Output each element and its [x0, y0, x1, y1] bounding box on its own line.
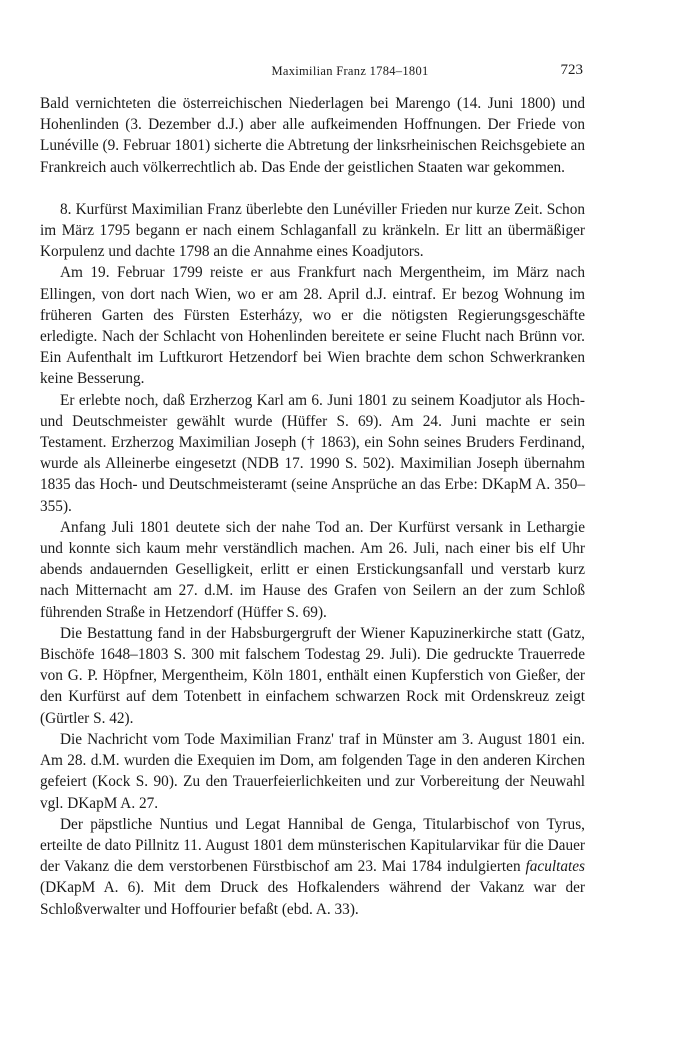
section-gap — [40, 178, 585, 199]
paragraph: Er erlebte noch, daß Erzherzog Karl am 6. Juni 1801 zu seinem Koadjutor als Hoch- und Deutschmeister gewählt wurde (Hüffer S. 69). Am 24. Juni machte er sein Testament. Erzherzog Maximilian Joseph († 1863), ein Sohn seines Bruders Ferdinand, wurde als Alleinerbe eingesetzt (NDB 17. 1990 S. 502). Maximilian Joseph übernahm 1835 das Hoch- und Deutschmeisteramt (seine Ansprüche an das Erbe: DKapM A. 350–355). — [40, 391, 585, 515]
paragraph — [40, 814, 585, 920]
paragraph-text: Der päpstliche Nuntius und Legat Hannibal de Genga, Titularbischof von Tyrus, erteilte de dato Pillnitz 11. August 1801 dem münsterischen Kapitularvikar für die Dauer der Vakanz die dem verstorbenen Fürstbischof am 23. Mai 1784 indulgierten — [40, 815, 585, 876]
paragraph: Die Bestattung fand in der Habsburgergruft der Wiener Kapuzinerkirche statt (Gatz, Bischöfe 1648–1803 S. 300 mit falschem Todestag 29. Juli). Die gedruckte Trauerrede von G. P. Höpfner, Mergentheim, Köln 1801, enthält einen Kupferstich von Gießer, der den Kurfürst auf dem Totenbett in einfachem schwarzen Rock mit Ordenskreuz zeigt (Gürtler S. 42). — [40, 624, 585, 727]
paragraph: Am 19. Februar 1799 reiste er aus Frankfurt nach Mergentheim, im März nach Ellingen, von dort nach Wien, wo er am 28. April d.J. eintraf. Er bezog Wohnung im früheren Garten des Fürsten Esterházy, wo er die nötigsten Regierungsgeschäfte erledigte. Nach der Schlacht von Hohenlinden bereitete er seine Flucht nach Brünn vor. Ein Aufenthalt im Luftkurort Hetzendorf bei Wien brachte dem schon Schwerkranken keine Besserung. — [40, 264, 585, 388]
paragraph: Bald vernichteten die österreichischen Niederlagen bei Marengo (14. Juni 1800) und Hohenlinden (3. Dezember d.J.) aber alle aufkeimenden Hoffnungen. Der Friede von Lunéville (9. Februar 1801) sicherte die Abtretung der linksrheinischen Reichsgebiete an Frankreich auch völkerrechtlich ab. Das Ende der geistlichen Staaten war gekommen. — [40, 95, 585, 176]
page-header — [0, 62, 700, 82]
body-text — [40, 93, 585, 920]
paragraph: Die Nachricht vom Tode Maximilian Franz' traf in Münster am 3. August 1801 ein. Am 28. d.M. wurden die Exequien im Dom, am folgenden Tage in den anderen Kirchen gefeiert (Kock S. 90). Zu den Trauerfeierlichkeiten und zur Vorbereitung der Neuwahl vgl. DKapM A. 27. — [40, 730, 585, 812]
paragraph-text: (DKapM A. 6). Mit dem Druck des Hofkalenders während der Vakanz war der Schloßverwalter und Hoffourier befaßt (ebd. A. 33). — [40, 879, 585, 918]
paragraph: 8. Kurfürst Maximilian Franz überlebte den Lunéviller Frieden nur kurze Zeit. Schon im März 1795 begann er nach einem Schlaganfall zu kränkeln. Er litt an übermäßiger Korpulenz und dachte 1798 an die Annahme eines Koadjutors. — [40, 200, 585, 261]
page-number: 723 — [560, 62, 583, 78]
running-head: Maximilian Franz 1784–1801 — [271, 64, 429, 78]
italic-term: facultates — [525, 858, 585, 876]
paragraph: Anfang Juli 1801 deutete sich der nahe Tod an. Der Kurfürst versank in Lethargie und konnte sich kaum mehr verständlich machen. Am 26. Juli, nach einer bis elf Uhr abends andauernden Geselligkeit, erlitt er einen Erstickungsanfall und verstarb kurz nach Mitternacht am 27. d.M. im Hause des Grafen von Seilern an der zum Schloß führenden Straße in Hetzendorf (Hüffer S. 69). — [40, 518, 585, 621]
